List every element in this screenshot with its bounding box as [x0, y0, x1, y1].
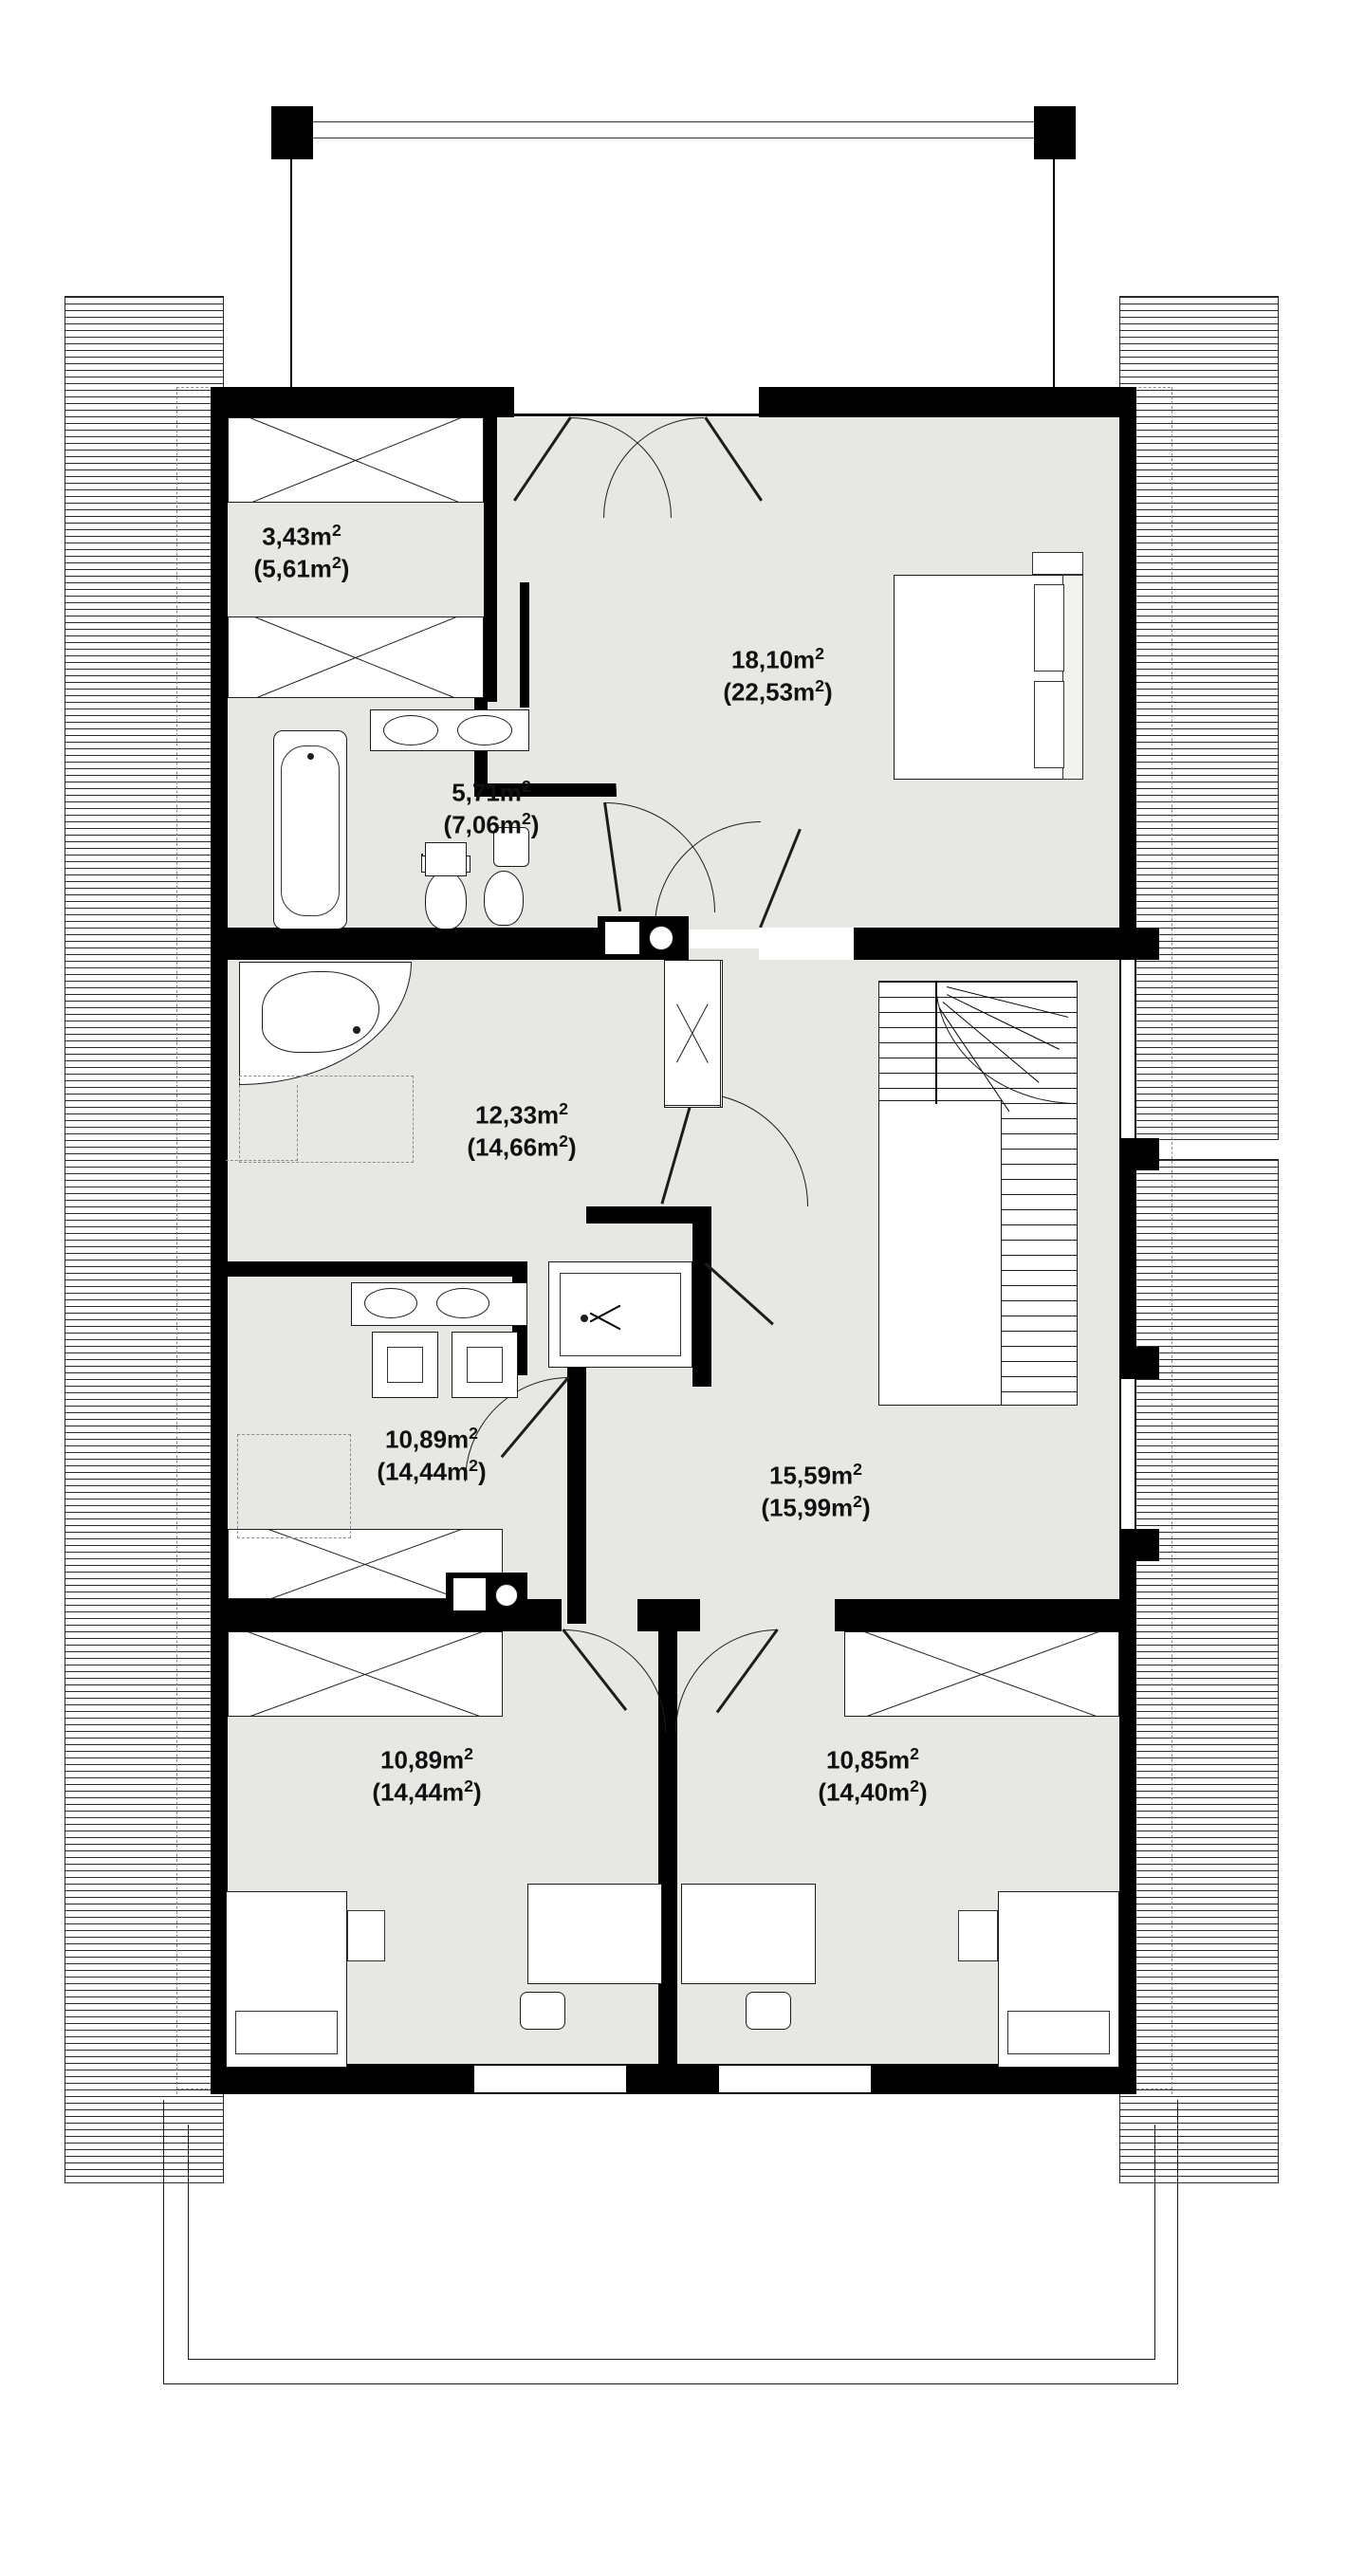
pergola-beam	[285, 121, 1062, 138]
terrace-hatch-right-upper	[1119, 296, 1279, 1140]
washing-machine-drum	[387, 1347, 423, 1383]
landing-area: 15,59m	[768, 1461, 854, 1490]
window-pier-right-4	[1119, 1529, 1159, 1561]
dashed-edge-right	[1167, 387, 1172, 2094]
pergola-post-right	[1034, 106, 1076, 159]
wall-laundry-top	[226, 1261, 527, 1277]
balcony-door-threshold	[514, 414, 759, 416]
wall-bedrooms-top-right	[835, 1599, 1136, 1631]
double-bed-pillow-bottom	[1034, 681, 1064, 768]
desk-left-bedroom	[527, 1884, 662, 1984]
exterior-wall-right	[1119, 387, 1136, 2094]
bathtub-inner	[281, 745, 340, 916]
single-bed-left-pillow	[235, 2011, 338, 2054]
exterior-wall-top-left	[211, 387, 514, 417]
corner-bathtub-drain	[353, 1026, 360, 1034]
chair-right-bedroom	[746, 1992, 791, 2030]
label-master-bedroom: $18,10m^2$ $(22,53m^2)$	[723, 644, 833, 708]
dashed-edge-left	[176, 387, 182, 2094]
appliance-burner-upper	[649, 926, 674, 950]
bedroom-left-area-gross: (14,44m	[372, 1778, 465, 1808]
exterior-wall-bottom-left	[211, 2064, 474, 2094]
upper-hall-area: 12,33m	[474, 1100, 560, 1130]
window-pier-right-3	[1119, 1347, 1159, 1379]
laundry-area: 10,89m	[384, 1425, 470, 1454]
wall-hall-landing-jog	[586, 1206, 710, 1224]
washbasin-upper-left	[383, 715, 438, 745]
lower-terrace-inner-outline	[188, 2125, 1155, 2360]
master-bedroom-area: 18,10m	[730, 645, 816, 674]
closet-area-gross: (5,61m	[253, 555, 332, 584]
terrace-hatch-left	[65, 296, 224, 2183]
staircase-stringer	[878, 1100, 1002, 1406]
upper-hall-area-gross: (14,66m	[467, 1133, 560, 1163]
bedroom-right-area-gross: (14,40m	[818, 1778, 911, 1808]
bathtub-drain	[307, 753, 314, 760]
wardrobe-bath-vertical	[664, 960, 721, 1106]
label-upper-hall: $12,33m^2$ $(14,66m^2)$	[467, 1099, 577, 1163]
bidet-upper	[484, 871, 524, 926]
label-closet: $3,43m^2$ $(5,61m^2)$	[253, 521, 350, 584]
wall-hall-landing-lower	[692, 1206, 711, 1387]
label-main-bathroom: $5,71m^2$ $(7,06m^2)$	[443, 777, 540, 840]
pergola-line-right	[1053, 159, 1055, 387]
wall-bedroom-door-pier	[637, 1599, 700, 1631]
window-landing-east-upper	[1119, 960, 1136, 1138]
wall-horizontal-mid-left	[211, 928, 601, 960]
dryer-drum	[467, 1347, 503, 1383]
appliance-burner-lower	[495, 1584, 518, 1607]
label-laundry: $10,89m^2$ $(14,44m^2)$	[377, 1424, 487, 1487]
bedroom-right-area: 10,85m	[825, 1745, 911, 1775]
closet-area: 3,43m	[262, 522, 332, 551]
shower-drain	[581, 1315, 588, 1322]
wardrobe-closet-top	[228, 417, 484, 503]
nightstand-left-bedroom	[347, 1910, 385, 1961]
terrace-hatch-right-lower	[1119, 1159, 1279, 2183]
window-landing-east-lower	[1119, 1377, 1136, 1529]
stair-handrail	[935, 981, 937, 1104]
washbasin-upper-right	[457, 715, 512, 745]
window-bedroom-right-south	[719, 2064, 871, 2094]
appliance-plate-lower	[453, 1578, 486, 1610]
wall-between-bedrooms	[658, 1612, 677, 2077]
nightstand-right-bedroom	[958, 1910, 998, 1961]
pergola-line-left	[290, 159, 292, 387]
double-bed-headboard	[1062, 575, 1083, 780]
label-bedroom-right: $10,85m^2$ $(14,40m^2)$	[818, 1744, 928, 1808]
landing-area-gross: (15,99m	[761, 1494, 854, 1523]
toilet-upper	[425, 871, 467, 929]
exterior-wall-left	[211, 387, 228, 2094]
exterior-wall-bottom-right	[871, 2064, 1136, 2094]
wardrobe-bedroom-right	[844, 1631, 1119, 1717]
shower-tray	[560, 1273, 681, 1356]
exterior-wall-top-right	[759, 387, 1136, 417]
laundry-basin-left	[364, 1288, 417, 1318]
single-bed-right-pillow	[1007, 2011, 1110, 2054]
window-bedroom-left-south	[474, 2064, 626, 2094]
double-bed-pillow-top	[1034, 584, 1064, 672]
label-bedroom-left: $10,89m^2$ $(14,44m^2)$	[372, 1744, 482, 1808]
laundry-area-gross: (14,44m	[377, 1458, 470, 1487]
toilet-closet-side	[421, 854, 423, 856]
wardrobe-bedroom-left	[228, 1631, 503, 1717]
wall-horizontal-mid-right	[854, 928, 1136, 960]
shower-zone-dashed	[226, 1085, 298, 1161]
main-bathroom-area-gross: (7,06m	[443, 811, 522, 840]
appliance-plate-upper	[605, 922, 639, 954]
pergola-post-left	[271, 106, 313, 159]
desk-right-bedroom	[681, 1884, 816, 1984]
main-bathroom-area: 5,71m	[452, 778, 522, 807]
bedroom-left-area: 10,89m	[379, 1745, 465, 1775]
chair-left-bedroom	[520, 1992, 565, 2030]
nightstand-master	[1032, 552, 1083, 575]
window-pier-right-2	[1119, 1138, 1159, 1170]
mirror-upper-bath	[520, 582, 529, 708]
wardrobe-closet-bottom	[228, 616, 484, 698]
laundry-basin-right	[436, 1288, 489, 1318]
label-landing: $15,59m^2$ $(15,99m^2)$	[761, 1460, 871, 1523]
wall-hall-laundry-stub	[567, 1368, 586, 1624]
master-bedroom-area-gross: (22,53m	[723, 678, 816, 708]
wc-toilet	[425, 842, 467, 876]
door-opening-master-bedroom	[759, 928, 854, 960]
